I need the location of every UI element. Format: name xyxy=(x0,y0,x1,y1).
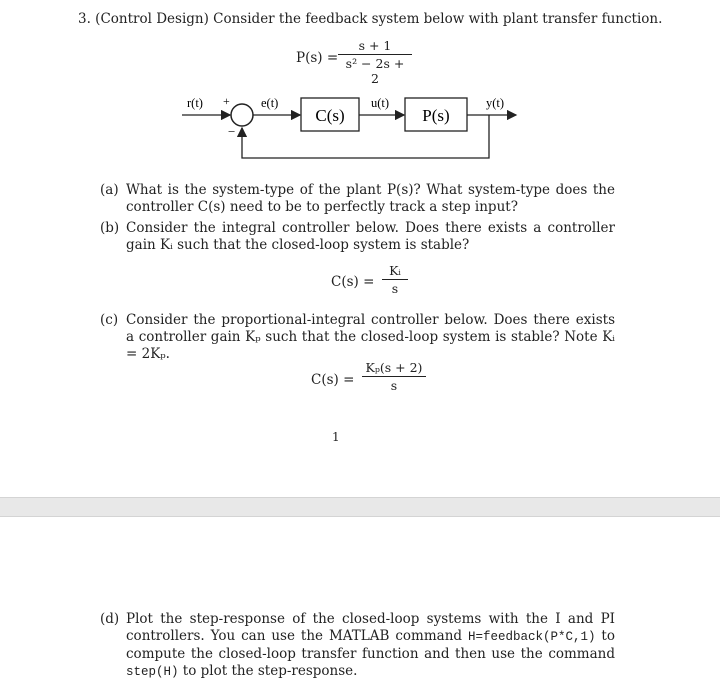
part-c-label: (c) xyxy=(100,312,119,328)
b-eq-numerator: Kᵢ xyxy=(389,263,401,278)
c-eq-lhs: C(s) = xyxy=(311,372,355,388)
page-number: 1 xyxy=(332,430,340,444)
b-eq-lhs: C(s) = xyxy=(331,274,375,290)
part-a xyxy=(100,182,615,216)
plant-numerator: s + 1 xyxy=(358,38,392,53)
plus-sign: + xyxy=(223,94,230,108)
b-eq-fraction xyxy=(382,263,408,296)
plant-label: P(s) xyxy=(422,106,450,125)
plant-eq-lhs: P(s) = xyxy=(296,50,339,66)
plant-denominator: s² − 2s + 2 xyxy=(345,56,405,86)
fraction-bar xyxy=(362,376,426,377)
e-label: e(t) xyxy=(261,96,279,110)
fraction-bar xyxy=(382,279,408,280)
part-d-text xyxy=(126,611,615,681)
r-label: r(t) xyxy=(187,96,203,110)
summing-junction xyxy=(231,104,253,126)
controller-label: C(s) xyxy=(315,106,345,125)
part-a-text: What is the system-type of the plant P(s)? What system-type does the controller C(s) need to be to perfectly track a step input? xyxy=(126,182,615,215)
part-d-text-2: to compute the closed-loop transfer function and then use the command xyxy=(126,628,615,662)
c-eq-fraction xyxy=(362,360,426,393)
b-eq-denominator: s xyxy=(391,281,399,296)
y-label: y(t) xyxy=(486,96,505,110)
part-d-text-3: to plot the step-response. xyxy=(178,663,358,679)
part-d-text-1: Plot the step-response of the closed-loop systems with the I and PI controllers. You can use the MATLAB command xyxy=(126,611,615,644)
problem-heading: 3. (Control Design) Consider the feedback system below with plant transfer function. xyxy=(78,11,663,27)
matlab-feedback-command: H=feedback(P*C,1) xyxy=(467,630,596,644)
page-two xyxy=(0,517,720,692)
part-b-text: Consider the integral controller below. Does there exists a controller gain Kᵢ such that the closed-loop system is stable? xyxy=(126,220,615,253)
c-eq-numerator: Kₚ(s + 2) xyxy=(365,360,423,375)
part-d xyxy=(100,611,615,681)
part-a-label: (a) xyxy=(100,182,119,198)
page-separator xyxy=(0,497,720,517)
part-b xyxy=(100,220,615,254)
minus-sign: − xyxy=(228,124,236,139)
u-label: u(t) xyxy=(371,96,390,110)
plant-fraction xyxy=(338,38,412,86)
part-c xyxy=(100,312,615,363)
matlab-step-command: step(H) xyxy=(126,665,179,679)
part-c-text: Consider the proportional-integral controller below. Does there exists a controller gain Kₚ such that the closed-loop system is stable? Note Kᵢ = 2Kₚ. xyxy=(126,312,615,362)
part-d-label: (d) xyxy=(100,611,120,627)
part-b-label: (b) xyxy=(100,220,120,236)
c-eq-denominator: s xyxy=(390,378,398,393)
fraction-bar xyxy=(338,54,412,55)
